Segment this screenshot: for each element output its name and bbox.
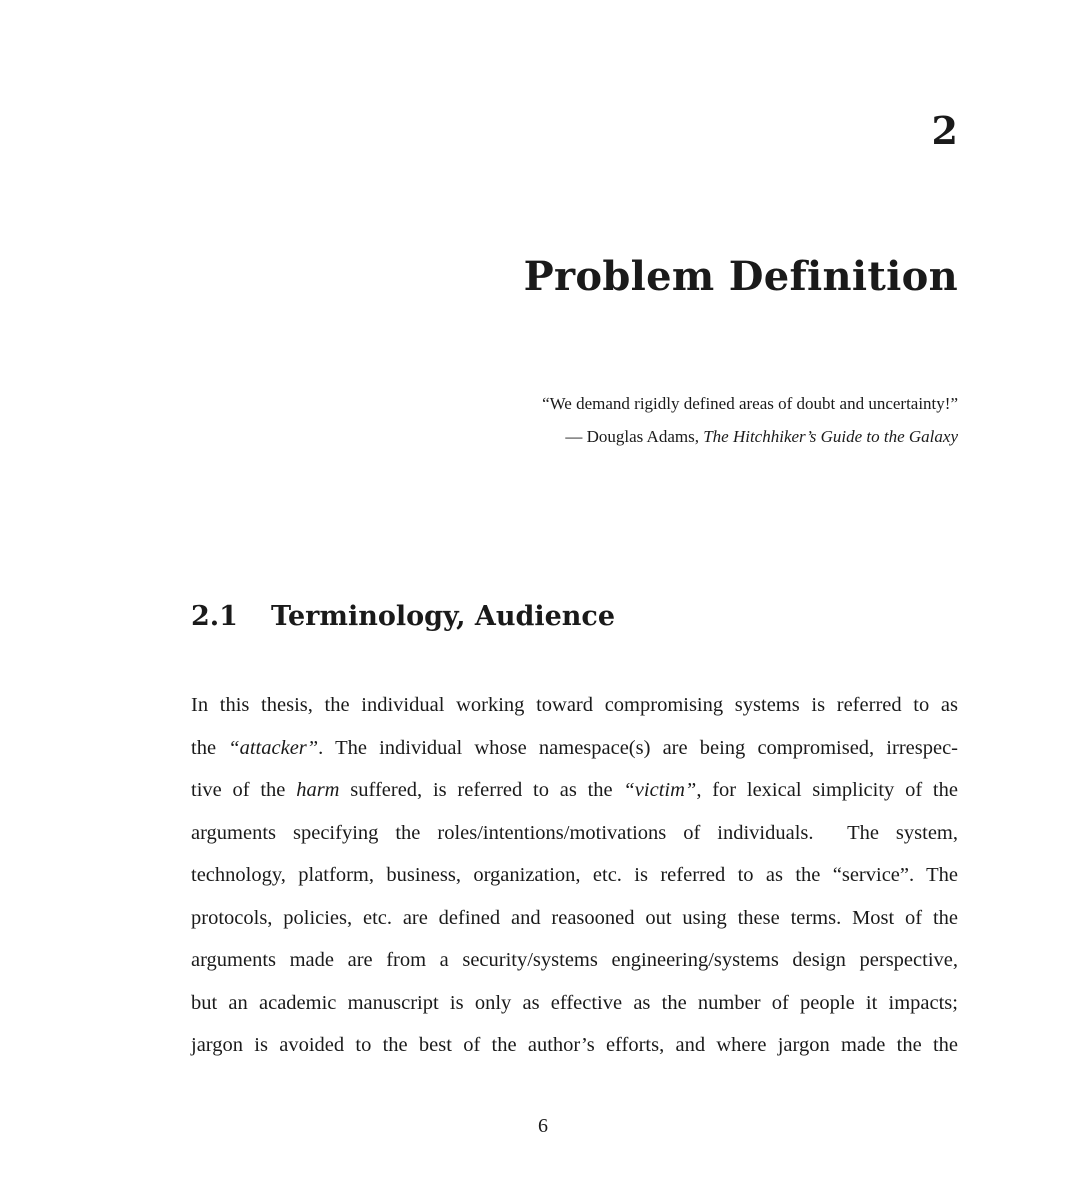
section-number: 2.1 (191, 601, 238, 632)
paragraph-text: arguments made are from a security/systems engineering/systems design perspective, (191, 949, 958, 971)
epigraph-quote: “We demand rigidly defined areas of doubt and uncertainty!” (542, 394, 958, 413)
paragraph-line (191, 1024, 958, 1067)
paragraph-text: protocols, policies, etc. are defined and reasooned out using these terms. Most of the (191, 906, 958, 929)
paragraph-line (191, 897, 958, 940)
paragraph-line (191, 812, 958, 855)
paragraph-text: , for lexical simplicity of the (696, 779, 958, 801)
chapter-number: 2 (931, 108, 958, 153)
paragraph-line (191, 982, 958, 1025)
paragraph-text: tive of the (191, 779, 297, 801)
paragraph-text: In this thesis, the individual working toward compromising systems is referred to as (191, 694, 958, 716)
paragraph-emphasis: “victim” (623, 779, 697, 801)
section-title: Terminology, Audience (271, 601, 616, 632)
paragraph-text: the (191, 736, 229, 759)
paragraph-emphasis: “attacker” (228, 736, 319, 759)
paragraph-line (191, 939, 958, 982)
epigraph-work-title: The Hitchhiker’s Guide to the Galaxy (703, 427, 958, 446)
paragraph-text: jargon is avoided to the best of the author’s efforts, and where jargon made the the (191, 1034, 958, 1056)
paragraph-line (191, 684, 958, 727)
epigraph-author: — Douglas Adams, (565, 427, 704, 446)
paragraph-text: but an academic manuscript is only as effective as the number of people it impacts; (191, 991, 958, 1014)
paragraph-text: . The individual whose namespace(s) are being compromised, irrespec- (318, 736, 959, 759)
paragraph-text: suffered, is referred to as the (339, 779, 624, 801)
section-heading (191, 598, 615, 636)
epigraph (398, 387, 958, 453)
paragraph-line (191, 769, 958, 812)
epigraph-attribution (398, 420, 958, 453)
paragraph-line (191, 854, 958, 897)
paragraph-text: technology, platform, business, organization, etc. is referred to as the “service”. The (191, 864, 958, 886)
page-number: 6 (538, 1115, 548, 1137)
paragraph-emphasis: harm (296, 779, 340, 801)
paragraph-line (191, 727, 958, 770)
body-paragraph (191, 684, 958, 1067)
paragraph-text: arguments specifying the roles/intentions/motivations of individuals. The system, (191, 821, 958, 844)
chapter-title: Problem Definition (523, 253, 958, 300)
